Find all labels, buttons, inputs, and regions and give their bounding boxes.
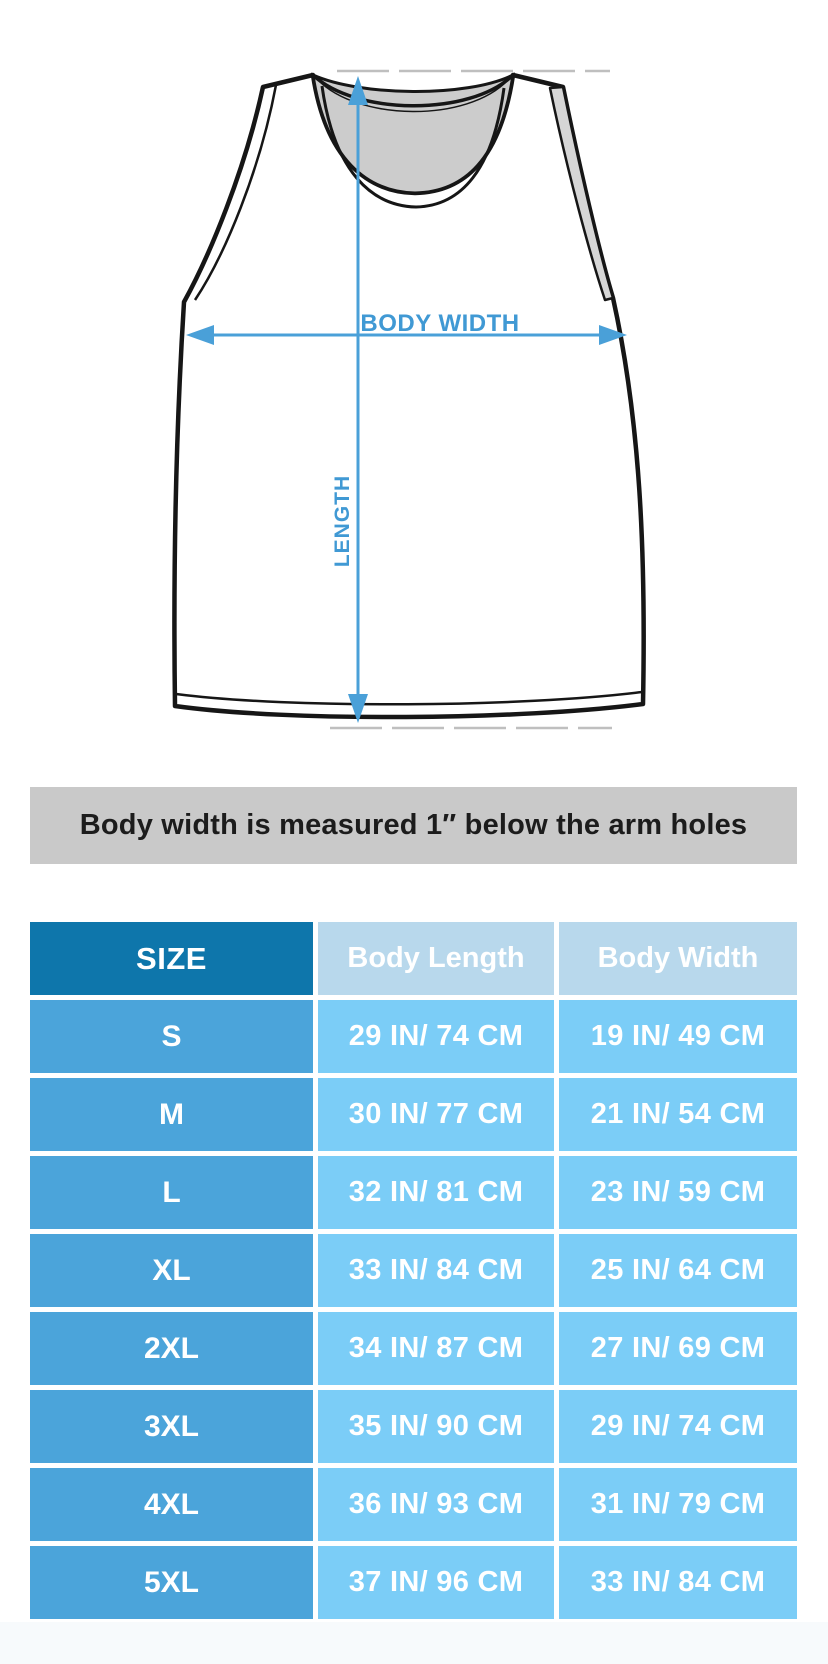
body-width-cell: 23 IN/ 59 CM (559, 1156, 797, 1229)
footer-background (0, 1622, 828, 1664)
body-width-cell: 31 IN/ 79 CM (559, 1468, 797, 1541)
size-cell: 5XL (30, 1546, 313, 1619)
size-cell: 3XL (30, 1390, 313, 1463)
body-length-cell: 33 IN/ 84 CM (318, 1234, 554, 1307)
body-width-cell: 21 IN/ 54 CM (559, 1078, 797, 1151)
body-width-label: BODY WIDTH (360, 310, 520, 337)
body-width-cell: 19 IN/ 49 CM (559, 1000, 797, 1073)
table-header-body-length: Body Length (318, 922, 554, 995)
size-cell: S (30, 1000, 313, 1073)
size-cell: XL (30, 1234, 313, 1307)
body-width-cell: 29 IN/ 74 CM (559, 1390, 797, 1463)
body-length-cell: 32 IN/ 81 CM (318, 1156, 554, 1229)
length-label: LENGTH (331, 474, 354, 568)
body-width-cell: 27 IN/ 69 CM (559, 1312, 797, 1385)
body-length-cell: 36 IN/ 93 CM (318, 1468, 554, 1541)
body-length-cell: 35 IN/ 90 CM (318, 1390, 554, 1463)
body-length-cell: 29 IN/ 74 CM (318, 1000, 554, 1073)
size-cell: M (30, 1078, 313, 1151)
body-length-cell: 37 IN/ 96 CM (318, 1546, 554, 1619)
size-cell: L (30, 1156, 313, 1229)
size-chart-table (30, 922, 797, 1619)
size-cell: 2XL (30, 1312, 313, 1385)
table-header-size: SIZE (30, 922, 313, 995)
tank-top-diagram (0, 0, 828, 760)
body-width-cell: 25 IN/ 64 CM (559, 1234, 797, 1307)
body-length-cell: 34 IN/ 87 CM (318, 1312, 554, 1385)
size-cell: 4XL (30, 1468, 313, 1541)
measurement-note-banner (30, 787, 797, 864)
body-length-cell: 30 IN/ 77 CM (318, 1078, 554, 1151)
measurement-note-text: Body width is measured 1″ below the arm holes (79, 809, 748, 841)
table-header-body-width: Body Width (559, 922, 797, 995)
body-width-cell: 33 IN/ 84 CM (559, 1546, 797, 1619)
